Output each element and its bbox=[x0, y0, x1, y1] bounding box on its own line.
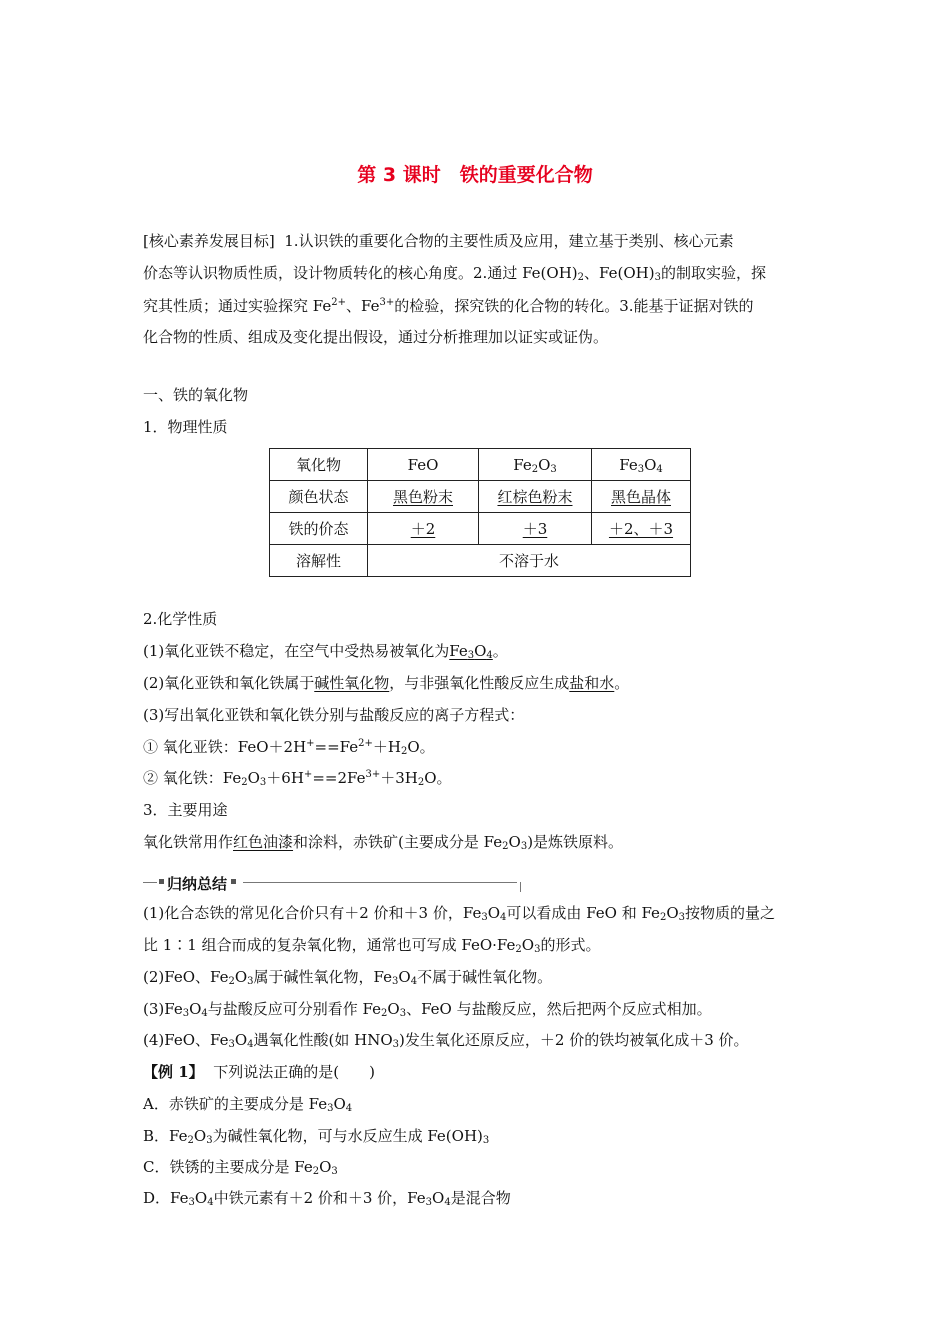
option-a bbox=[143, 1096, 352, 1112]
text: ＋3H bbox=[380, 769, 418, 787]
text: O bbox=[189, 1000, 202, 1018]
bullet-icon bbox=[231, 879, 236, 884]
answer-text: 黑色晶体 bbox=[610, 488, 671, 506]
text: ① 氧化亚铁：FeO＋2H bbox=[143, 738, 307, 756]
text: 为碱性氧化物，可与水反应生成 Fe(OH) bbox=[212, 1127, 483, 1145]
table-cell bbox=[592, 481, 691, 513]
table-cell: 铁的价态 bbox=[270, 513, 368, 545]
example-question bbox=[143, 1064, 375, 1080]
text: 、Fe(OH) bbox=[584, 264, 655, 282]
answer-text: ＋3 bbox=[522, 520, 548, 538]
table-cell: 氧化物 bbox=[270, 449, 368, 481]
goals-line-3 bbox=[143, 298, 754, 314]
summary-line-3 bbox=[143, 969, 552, 985]
text: 价态等认识物质性质，设计物质转化的核心角度。2.通过 Fe(OH) bbox=[143, 264, 578, 282]
equation-1 bbox=[143, 739, 435, 755]
table-cell bbox=[368, 513, 479, 545]
divider bbox=[520, 882, 521, 892]
answer-text: 红色油漆 bbox=[233, 833, 294, 851]
answer-text: 碱性氧化物 bbox=[314, 674, 390, 692]
subscript: 3 bbox=[654, 272, 661, 283]
table-cell: 颜色状态 bbox=[270, 481, 368, 513]
chem-line-2 bbox=[143, 675, 629, 691]
subscript: 4 bbox=[656, 463, 663, 475]
superscript: 2+ bbox=[358, 738, 373, 749]
subscript: 3 bbox=[399, 1008, 407, 1019]
subscript: 2 bbox=[515, 944, 522, 955]
goals-label: [核心素养发展目标] bbox=[143, 232, 275, 250]
text: O bbox=[387, 1000, 400, 1018]
subscript: 3 bbox=[534, 944, 541, 955]
text: (1)氧化亚铁不稳定，在空气中受热易被氧化为 bbox=[143, 642, 450, 660]
text: ＋H bbox=[372, 738, 401, 756]
option-c bbox=[143, 1159, 338, 1175]
chem-line-1 bbox=[143, 643, 508, 659]
subscript: 4 bbox=[207, 1197, 214, 1208]
text: O bbox=[319, 1158, 332, 1176]
text: O bbox=[644, 455, 657, 474]
subscript: 3 bbox=[327, 1103, 334, 1114]
subscript: 3 bbox=[188, 1197, 195, 1208]
bullet-icon bbox=[159, 879, 164, 884]
subscript: 2 bbox=[381, 1008, 388, 1019]
answer-text: 红棕色粉末 bbox=[497, 488, 573, 506]
section-heading: 一、铁的氧化物 bbox=[143, 386, 249, 404]
text: )是炼铁原料。 bbox=[527, 833, 624, 851]
text: ==2Fe bbox=[312, 769, 366, 787]
summary-line-1 bbox=[143, 905, 775, 921]
text: O bbox=[234, 1031, 248, 1049]
table-row bbox=[270, 545, 691, 577]
subscript: 2 bbox=[531, 463, 539, 475]
subscript: 4 bbox=[201, 1008, 208, 1019]
subscript: 4 bbox=[444, 1197, 451, 1208]
text: 、FeO 与盐酸反应，然后把两个反应式相加。 bbox=[406, 1000, 712, 1018]
answer-text: 盐和水 bbox=[569, 674, 615, 692]
answer-text: ＋2、＋3 bbox=[608, 520, 674, 538]
table-cell: 溶解性 bbox=[270, 545, 368, 577]
text: Fe bbox=[619, 455, 638, 474]
answer-text: ＋2 bbox=[410, 520, 436, 538]
text: 中铁元素有＋2 价和＋3 价，Fe bbox=[213, 1189, 426, 1207]
text: O bbox=[666, 904, 679, 922]
text: (2)FeO、Fe bbox=[143, 968, 229, 986]
text: O bbox=[234, 968, 248, 986]
summary-label: 归纳总结 bbox=[167, 875, 228, 893]
subscript: 3 bbox=[481, 912, 488, 923]
subscript: 3 bbox=[678, 912, 685, 923]
text: 究其性质；通过实验探究 Fe bbox=[143, 297, 332, 315]
text: C．铁锈的主要成分是 Fe bbox=[143, 1158, 313, 1176]
text: O bbox=[398, 968, 411, 986]
subheading-uses: 3．主要用途 bbox=[143, 801, 228, 819]
text: O bbox=[333, 1095, 346, 1113]
text: O。 bbox=[407, 738, 435, 756]
answer-text: 黑色粉末 bbox=[392, 488, 453, 506]
text: 遇氧化性酸(如 HNO bbox=[253, 1031, 393, 1049]
example-label: 【例 1】 bbox=[143, 1063, 204, 1081]
subscript: 4 bbox=[500, 912, 507, 923]
page-title: 第 3 课时 铁的重要化合物 bbox=[357, 164, 593, 186]
subscript: 2 bbox=[417, 777, 425, 788]
subscript: 3 bbox=[467, 650, 475, 661]
subscript: 3 bbox=[392, 976, 399, 987]
subscript: 3 bbox=[331, 1166, 338, 1177]
subscript: 4 bbox=[410, 976, 418, 987]
text: 和涂料，赤铁矿(主要成分是 Fe bbox=[293, 833, 503, 851]
subscript: 3 bbox=[259, 777, 267, 788]
subscript: 3 bbox=[482, 1135, 490, 1146]
uses-line bbox=[143, 834, 623, 850]
text: B．Fe bbox=[143, 1127, 188, 1145]
text: (2)氧化亚铁和氧化铁属于 bbox=[143, 674, 315, 692]
option-b bbox=[143, 1128, 489, 1144]
text: O bbox=[193, 1127, 207, 1145]
text: (1)化合态铁的常见化合价只有＋2 价和＋3 价，Fe bbox=[143, 904, 482, 922]
text: ，与非强氧化性酸反应生成 bbox=[389, 674, 570, 692]
subscript: 3 bbox=[637, 463, 645, 475]
text: 可以看成由 FeO 和 Fe bbox=[506, 904, 660, 922]
table-cell bbox=[368, 481, 479, 513]
text: ==Fe bbox=[314, 738, 359, 756]
subscript: 2 bbox=[312, 1166, 320, 1177]
table-cell bbox=[592, 449, 691, 481]
text: 按物质的量之 bbox=[685, 904, 776, 922]
text: A．赤铁矿的主要成分是 Fe bbox=[143, 1095, 328, 1113]
subscript: 3 bbox=[206, 1135, 213, 1146]
text: Fe bbox=[449, 642, 468, 660]
subscript: 2 bbox=[577, 272, 585, 283]
goals-line-1 bbox=[143, 233, 734, 249]
subscript: 3 bbox=[392, 1039, 400, 1050]
subscript: 3 bbox=[520, 841, 528, 852]
superscript: + bbox=[303, 769, 313, 780]
text: 的形式。 bbox=[540, 936, 601, 954]
superscript: 3+ bbox=[379, 297, 395, 308]
goals-line-4: 化合物的性质、组成及变化提出假设，通过分析推理加以证实或证伪。 bbox=[143, 328, 609, 346]
text: 下列说法正确的是( ) bbox=[213, 1063, 375, 1081]
text: O bbox=[247, 769, 260, 787]
table-cell: 不溶于水 bbox=[368, 545, 691, 577]
subscript: 3 bbox=[550, 463, 557, 475]
text: (3)Fe bbox=[143, 1000, 183, 1018]
table-cell bbox=[592, 513, 691, 545]
table-row bbox=[270, 481, 691, 513]
chem-line-3: (3)写出氧化亚铁和氧化铁分别与盐酸反应的离子方程式： bbox=[143, 706, 525, 724]
subscript: 2 bbox=[401, 746, 408, 757]
table-cell bbox=[479, 513, 592, 545]
subheading-physical: 1．物理性质 bbox=[143, 418, 228, 436]
goals-line-2 bbox=[143, 265, 766, 281]
subscript: 4 bbox=[486, 650, 493, 661]
divider bbox=[143, 882, 157, 883]
answer-text: $Fe_3O_4$ bbox=[449, 642, 493, 661]
text: O bbox=[432, 1189, 445, 1207]
table-cell bbox=[479, 481, 592, 513]
subscript: 4 bbox=[247, 1039, 254, 1050]
table-cell: FeO bbox=[368, 449, 479, 481]
text: O bbox=[487, 904, 501, 922]
text: 不属于碱性氧化物。 bbox=[417, 968, 553, 986]
text: 。 bbox=[492, 642, 508, 660]
subscript: 3 bbox=[182, 1008, 190, 1019]
text: (4)FeO、Fe bbox=[143, 1031, 229, 1049]
equation-2 bbox=[143, 770, 452, 786]
subscript: 2 bbox=[228, 976, 235, 987]
subscript: 3 bbox=[425, 1197, 433, 1208]
text: O。 bbox=[424, 769, 452, 787]
option-d bbox=[143, 1190, 511, 1206]
superscript: + bbox=[306, 738, 315, 749]
subscript: 2 bbox=[659, 912, 667, 923]
subscript: 2 bbox=[187, 1135, 194, 1146]
text: O bbox=[521, 936, 535, 954]
subheading-chemical: 2.化学性质 bbox=[143, 610, 218, 628]
divider bbox=[243, 882, 517, 883]
text: 属于碱性氧化物，Fe bbox=[253, 968, 393, 986]
subscript: 3 bbox=[228, 1039, 235, 1050]
text: O bbox=[508, 833, 521, 851]
summary-line-5 bbox=[143, 1032, 749, 1048]
subscript: 3 bbox=[247, 976, 254, 987]
subscript: 4 bbox=[345, 1103, 353, 1114]
text: 与盐酸反应可分别看作 Fe bbox=[207, 1000, 382, 1018]
superscript: 3+ bbox=[365, 769, 381, 780]
text: 是混合物 bbox=[450, 1189, 511, 1207]
text: 的检验，探究铁的化合物的转化。3.能基于证据对铁的 bbox=[394, 297, 754, 315]
subscript: 2 bbox=[502, 841, 509, 852]
superscript: 2+ bbox=[331, 297, 346, 308]
text: 比 1∶1 组合而成的复杂氧化物，通常也可写成 FeO·Fe bbox=[143, 936, 516, 954]
table-row bbox=[270, 513, 691, 545]
text: ＋6H bbox=[266, 769, 304, 787]
text: D．Fe bbox=[143, 1189, 189, 1207]
text: Fe bbox=[513, 455, 532, 474]
oxide-properties-table bbox=[269, 448, 691, 577]
text: 的制取实验，探 bbox=[660, 264, 766, 282]
summary-header bbox=[143, 874, 521, 894]
table-cell bbox=[479, 449, 592, 481]
text: 。 bbox=[614, 674, 630, 692]
goals-text: 1.认识铁的重要化合物的主要性质及应用，建立基于类别、核心元素 bbox=[284, 232, 734, 250]
text: 氧化铁常用作 bbox=[143, 833, 234, 851]
table-row bbox=[270, 449, 691, 481]
text: ② 氧化铁：Fe bbox=[143, 769, 242, 787]
summary-line-2 bbox=[143, 937, 600, 953]
text: 、Fe bbox=[345, 297, 380, 315]
text: O bbox=[194, 1189, 208, 1207]
summary-line-4 bbox=[143, 1001, 712, 1017]
subscript: 2 bbox=[241, 777, 248, 788]
text: )发生氧化还原反应，＋2 价的铁均被氧化成＋3 价。 bbox=[399, 1031, 749, 1049]
text: O bbox=[538, 455, 551, 474]
